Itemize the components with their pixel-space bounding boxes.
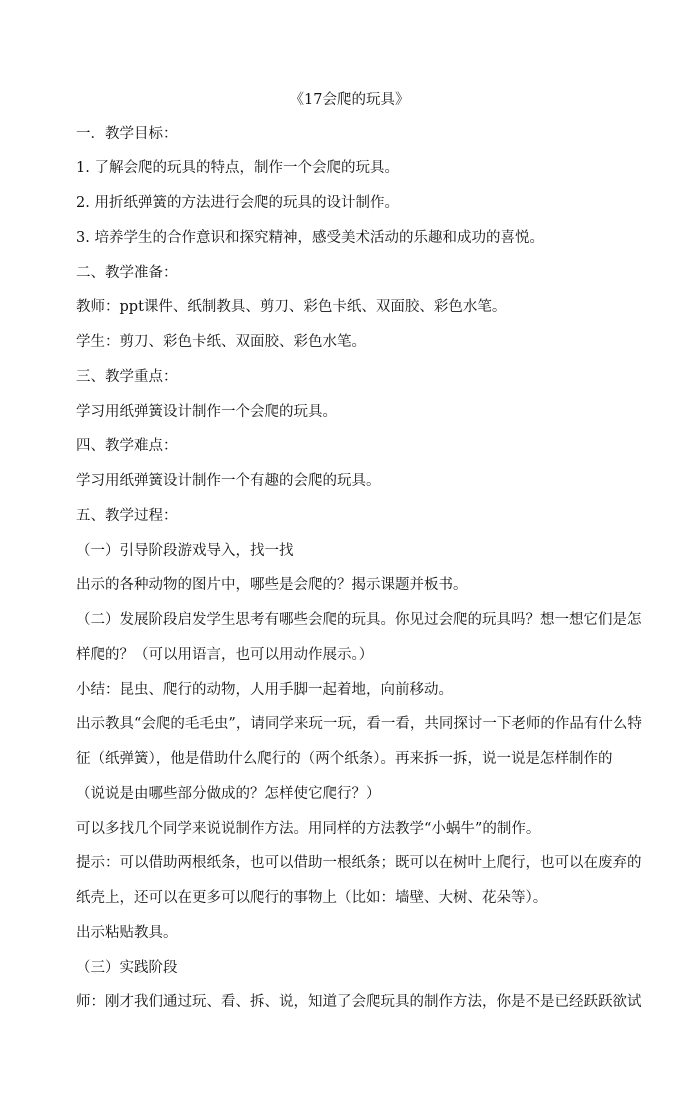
document-title: 《17会爬的玩具》 bbox=[289, 92, 410, 108]
paragraph-line: 可以多找几个同学来说说制作方法。用同样的方法教学“小蜗牛”的制作。 bbox=[76, 821, 541, 837]
section-heading-process: 五、教学过程： bbox=[76, 508, 178, 524]
objective-item: 2. 用折纸弹簧的方法进行会爬的玩具的设计制作。 bbox=[76, 195, 399, 211]
section-heading-difficulties: 四、教学难点： bbox=[76, 438, 178, 454]
section-heading-key-points: 三、教学重点： bbox=[76, 369, 178, 385]
paragraph-line: 学生：剪刀、彩色卡纸、双面胶、彩色水笔。 bbox=[76, 334, 366, 350]
section-heading-preparation: 二、教学准备： bbox=[76, 265, 178, 281]
paragraph-line: 学习用纸弹簧设计制作一个会爬的玩具。 bbox=[76, 404, 337, 420]
paragraph-line: （说说是由哪些部分做成的？怎样使它爬行？） bbox=[76, 786, 381, 802]
paragraph-line: 出示教具“会爬的毛毛虫”，请同学来玩一玩，看一看，共同探讨一下老师的作品有什么特 bbox=[76, 716, 642, 732]
paragraph-line: 教师：ppt课件、纸制教具、剪刀、彩色卡纸、双面胶、彩色水笔。 bbox=[76, 299, 507, 315]
objective-item: 3. 培养学生的合作意识和探究精神，感受美术活动的乐趣和成功的喜悦。 bbox=[76, 230, 544, 246]
paragraph-line: （二）发展阶段启发学生思考有哪些会爬的玩具。你见过会爬的玩具吗？想一想它们是怎 bbox=[76, 612, 642, 628]
paragraph-line: 样爬的？（可以用语言，也可以用动作展示。） bbox=[76, 647, 374, 663]
paragraph-line: 出示的各种动物的图片中，哪些是会爬的？揭示课题并板书。 bbox=[76, 577, 468, 593]
paragraph-line: 小结：昆虫、爬行的动物，人用手脚一起着地，向前移动。 bbox=[76, 682, 453, 698]
paragraph-line: 提示：可以借助两根纸条，也可以借助一根纸条；既可以在树叶上爬行，也可以在废弃的 bbox=[76, 855, 642, 871]
subsection-heading: （三）实践阶段 bbox=[76, 960, 178, 976]
paragraph-line: 纸壳上，还可以在更多可以爬行的事物上（比如：墙壁、大树、花朵等）。 bbox=[76, 890, 548, 906]
subsection-heading: （一）引导阶段游戏导入，找一找 bbox=[76, 543, 294, 559]
paragraph-line: 征（纸弹簧），他是借助什么爬行的（两个纸条）。再来拆一拆，说一说是怎样制作的 bbox=[76, 751, 613, 767]
paragraph-line: 师：刚才我们通过玩、看、拆、说，知道了会爬玩具的制作方法，你是不是已经跃跃欲试 bbox=[76, 994, 642, 1010]
paragraph-line: 出示粘贴教具。 bbox=[76, 925, 178, 941]
section-heading-objectives: 一．教学目标： bbox=[76, 126, 178, 142]
paragraph-line: 学习用纸弹簧设计制作一个有趣的会爬的玩具。 bbox=[76, 473, 381, 489]
objective-item: 1. 了解会爬的玩具的特点，制作一个会爬的玩具。 bbox=[76, 160, 399, 176]
